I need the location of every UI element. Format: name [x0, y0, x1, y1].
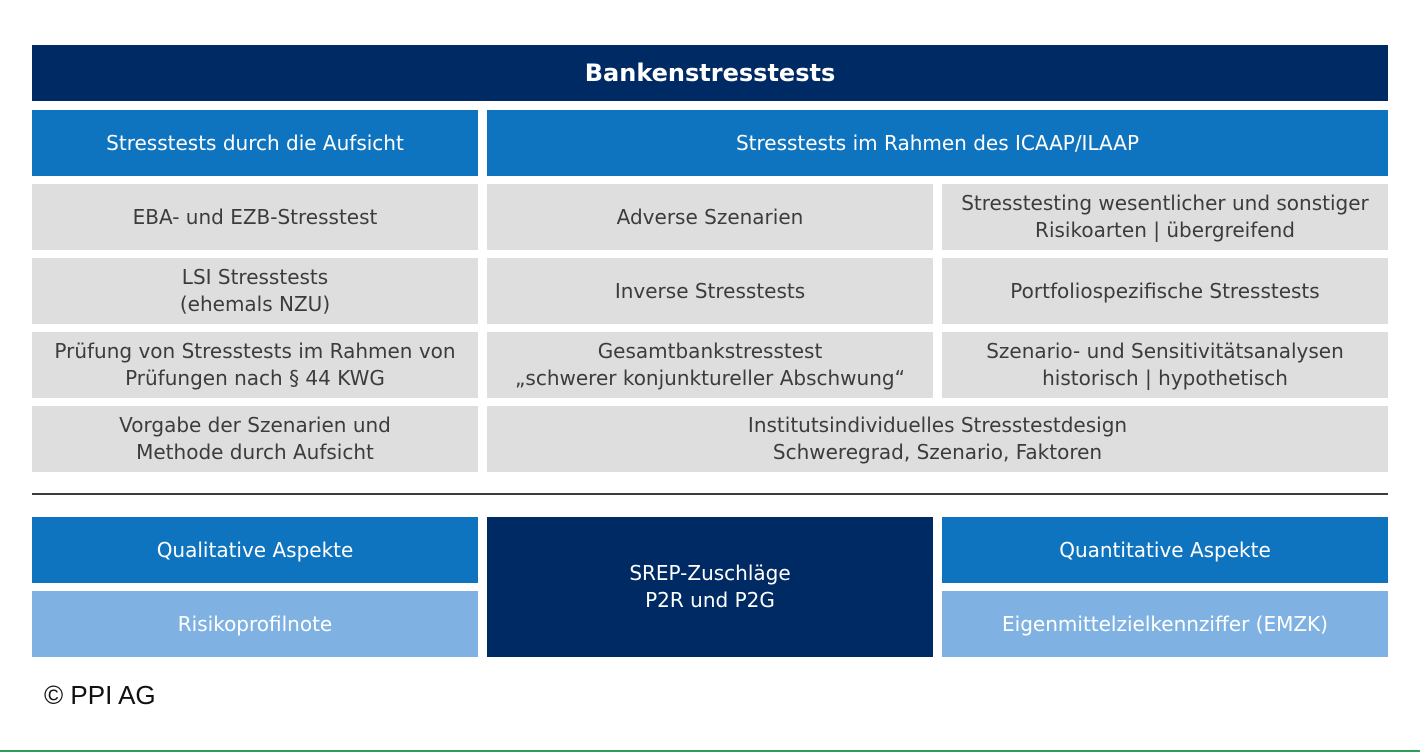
cell-stresstesting: [942, 184, 1388, 250]
cell-line: Vorgabe der Szenarien und: [119, 413, 391, 437]
box-emzk-text: Eigenmittelzielkennziffer (EMZK): [1002, 611, 1328, 636]
header-aufsicht: [32, 110, 478, 176]
cell-line: Institutsindividuelles Stresstestdesign: [747, 413, 1128, 437]
header-icaap-text: Stresstests im Rahmen des ICAAP/ILAAP: [735, 130, 1140, 155]
box-srep: [487, 517, 933, 657]
cell-line: Gesamtbankstresstest: [597, 339, 823, 363]
box-quantitative: [942, 517, 1388, 583]
box-risikoprofil: [32, 591, 478, 657]
header-aufsicht-text: Stresstests durch die Aufsicht: [106, 130, 404, 155]
cell-portfolio: [942, 258, 1388, 324]
cell-line: historisch | hypothetisch: [1042, 366, 1288, 390]
header-icaap: [487, 110, 1388, 176]
cell-line: Schweregrad, Szenario, Faktoren: [772, 440, 1103, 464]
cell-line: Stresstesting wesentlicher und sonstiger: [961, 191, 1369, 215]
cell-line: Adverse Szenarien: [616, 204, 804, 229]
copyright-notice: © PPI AG: [44, 680, 156, 710]
box-emzk: [942, 591, 1388, 657]
diagram-title: [32, 45, 1388, 101]
cell-line: Portfoliospezifische Stresstests: [1010, 278, 1320, 303]
cell-line: „schwerer konjunktureller Abschwung“: [515, 366, 905, 390]
cell-institut: [487, 406, 1388, 472]
cell-inverse: [487, 258, 933, 324]
cell-adverse: [487, 184, 933, 250]
box-qualitative: [32, 517, 478, 583]
cell-line: Szenario- und Sensitivitätsanalysen: [986, 339, 1344, 363]
cell-line: (ehemals NZU): [179, 292, 331, 316]
cell-line: LSI Stresstests: [181, 265, 329, 289]
cell-lsi: [32, 258, 478, 324]
box-qualitative-text: Qualitative Aspekte: [156, 537, 354, 562]
cell-gesamtbank: [487, 332, 933, 398]
box-quantitative-text: Quantitative Aspekte: [1059, 537, 1271, 562]
cell-line: Risikoarten | übergreifend: [1035, 218, 1295, 242]
srep-line: P2R und P2G: [645, 588, 775, 612]
cell-line: EBA- und EZB-Stresstest: [132, 204, 378, 229]
footer-line: [0, 750, 1420, 752]
cell-eba-ezb: [32, 184, 478, 250]
cell-vorgabe: [32, 406, 478, 472]
cell-pruefung: [32, 332, 478, 398]
srep-line: SREP-Zuschläge: [629, 561, 791, 585]
cell-line: Methode durch Aufsicht: [136, 440, 374, 464]
section-divider: [32, 493, 1388, 495]
cell-line: Prüfung von Stresstests im Rahmen von: [54, 339, 456, 363]
cell-line: Inverse Stresstests: [614, 278, 806, 303]
box-risikoprofil-text: Risikoprofilnote: [177, 611, 333, 636]
diagram-title-text: Bankenstresstests: [584, 58, 836, 87]
cell-szenario: [942, 332, 1388, 398]
cell-line: Prüfungen nach § 44 KWG: [125, 366, 385, 390]
